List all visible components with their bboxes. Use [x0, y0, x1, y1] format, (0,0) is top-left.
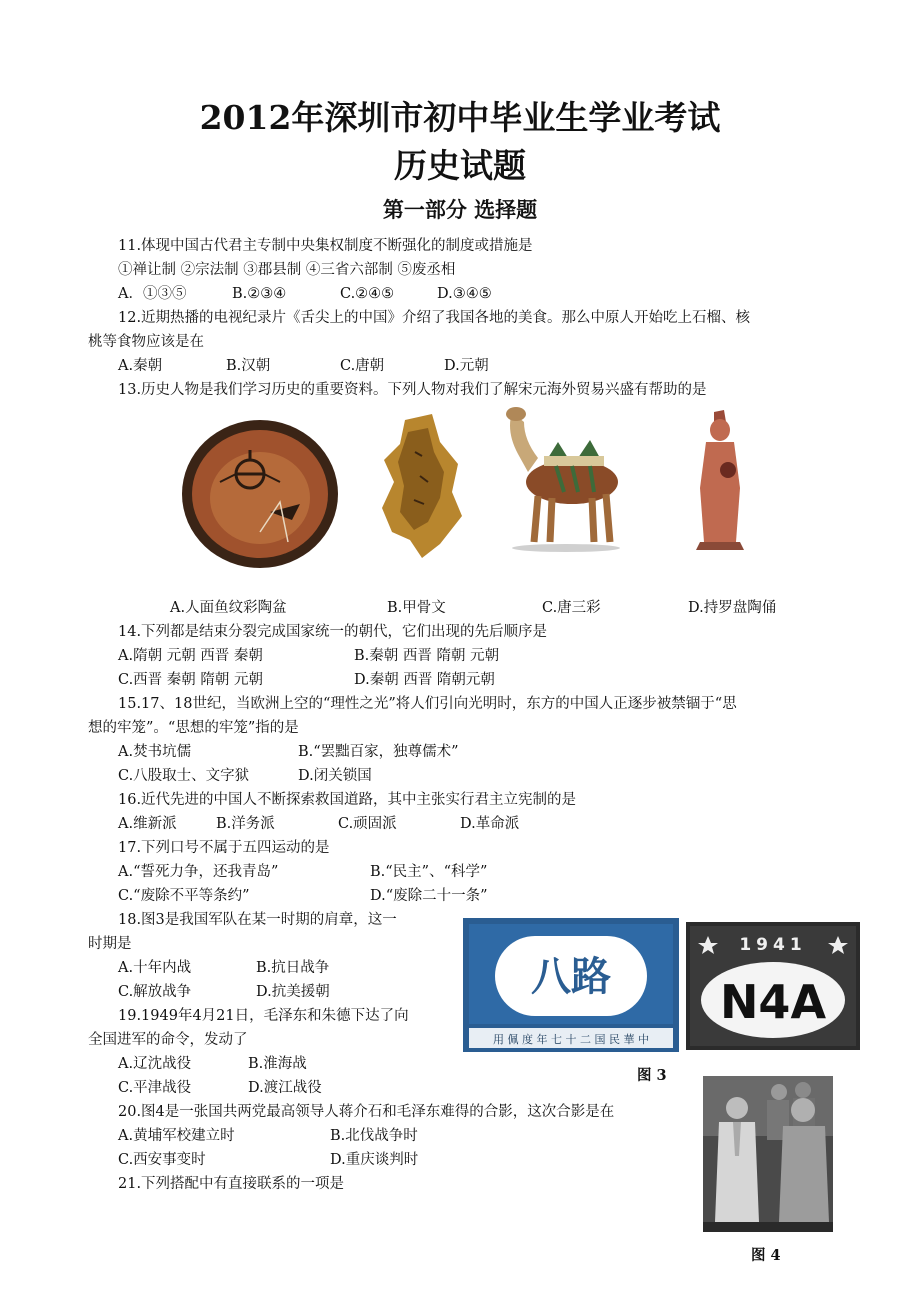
- q12-stem-line1: 12.近期热播的电视纪录片《舌尖上的中国》介绍了我国各地的美食。那么中原人开始吃上石榴、核: [118, 310, 751, 326]
- q16-option-c: C.顽固派: [338, 816, 397, 832]
- q19-option-b: B.淮海战: [248, 1056, 307, 1072]
- badge2-text: N4A: [719, 975, 827, 1029]
- q20-option-d: D.重庆谈判时: [330, 1152, 419, 1168]
- q11-option-b: B.②③④: [232, 286, 287, 302]
- q13-stem: 13.历史人物是我们学习历史的重要资料。下列人物对我们了解宋元海外贸易兴盛有帮助的是: [118, 382, 707, 398]
- compass-figurine-image: [690, 408, 750, 552]
- q17-option-b: B.“民主”、“科学”: [370, 864, 488, 880]
- q16-option-b: B.洋务派: [216, 816, 275, 832]
- q12-option-d: D.元朝: [444, 358, 489, 374]
- q11-option-a: A．①③⑤: [118, 286, 187, 302]
- q14-option-a: A.隋朝 元朝 西晋 秦朝: [118, 648, 263, 664]
- q11-option-c: C.②④⑤: [340, 286, 395, 302]
- q21-stem: 21.下列搭配中有直接联系的一项是: [118, 1176, 345, 1192]
- q15-stem-line2: 想的牢笼”。“思想的牢笼”指的是: [88, 720, 299, 736]
- oracle-bone-image: [370, 412, 470, 562]
- q17-option-c: C.“废除不平等条约”: [118, 888, 250, 904]
- q18-option-c: C.解放战争: [118, 984, 192, 1000]
- q13-option-b: B.甲骨文: [387, 600, 446, 616]
- chiang-mao-photo-image: [703, 1076, 833, 1232]
- subject-title: 历史试题: [394, 146, 526, 185]
- q15-option-a: A.焚书坑儒: [118, 744, 192, 760]
- q17-option-a: A.“誓死力争，还我青岛”: [118, 864, 279, 880]
- q15-option-b: B.“罢黜百家，独尊儒术”: [298, 744, 459, 760]
- q13-option-a: A.人面鱼纹彩陶盆: [170, 600, 287, 616]
- q15-stem-line1: 15.17、18世纪，当欧洲上空的“理性之光”将人们引向光明时，东方的中国人正逐步被禁锢于“思: [118, 696, 737, 712]
- q18-stem-line1: 18.图3是我国军队在某一时期的肩章，这一: [118, 912, 397, 928]
- q17-stem: 17.下列口号不属于五四运动的是: [118, 840, 330, 856]
- q16-option-d: D.革命派: [460, 816, 520, 832]
- q11-items: ①禅让制 ②宗法制 ③郡县制 ④三省六部制 ⑤废丞相: [118, 262, 456, 278]
- q11-stem: 11.体现中国古代君主专制中央集权制度不断强化的制度或措施是: [118, 238, 533, 254]
- q18-option-b: B.抗日战争: [256, 960, 330, 976]
- q14-option-c: C.西晋 秦朝 隋朝 元朝: [118, 672, 264, 688]
- q20-option-b: B.北伐战争时: [330, 1128, 418, 1144]
- q11-option-d: D.③④⑤: [437, 286, 492, 302]
- q15-option-c: C.八股取士、文字狱: [118, 768, 250, 784]
- q13-option-d: D.持罗盘陶俑: [688, 600, 777, 616]
- q15-option-d: D.闭关锁国: [298, 768, 372, 784]
- q14-option-b: B.秦朝 西晋 隋朝 元朝: [354, 648, 500, 664]
- q19-option-c: C.平津战役: [118, 1080, 192, 1096]
- q13-option-c: C.唐三彩: [542, 600, 601, 616]
- figure-4-caption: 图 4: [751, 1247, 781, 1264]
- q19-stem-line2: 全国进军的命令，发动了: [88, 1032, 248, 1048]
- q18-option-d: D.抗美援朝: [256, 984, 330, 1000]
- badge2-year: 1941: [739, 935, 807, 955]
- section-title: 第一部分 选择题: [382, 197, 538, 222]
- q19-option-d: D.渡江战役: [248, 1080, 322, 1096]
- eighth-route-army-badge-image: [463, 918, 679, 1052]
- q12-option-c: C.唐朝: [340, 358, 385, 374]
- q19-stem-line1: 19.1949年4月21日，毛泽东和朱德下达了向: [118, 1008, 409, 1024]
- q12-option-a: A.秦朝: [118, 358, 163, 374]
- q12-stem-line2: 桃等食物应该是在: [88, 334, 204, 350]
- exam-title: 2012年深圳市初中毕业生学业考试: [199, 98, 721, 137]
- q18-option-a: A.十年内战: [118, 960, 192, 976]
- q16-option-a: A.维新派: [118, 816, 177, 832]
- q16-stem: 16.近代先进的中国人不断探索救国道路，其中主张实行君主立宪制的是: [118, 792, 577, 808]
- q19-option-a: A.辽沈战役: [118, 1056, 192, 1072]
- q17-option-d: D.“废除二十一条”: [370, 888, 488, 904]
- figure-3-caption: 图 3: [637, 1067, 667, 1084]
- tang-sancai-camel-image: [498, 402, 628, 552]
- badge1-footer: 用 佩 度 年 七 十 二 国 民 華 中: [493, 1033, 649, 1046]
- q20-stem: 20.图4是一张国共两党最高领导人蒋介石和毛泽东难得的合影，这次合影是在: [118, 1104, 615, 1120]
- new-fourth-army-badge-image: [686, 922, 860, 1050]
- q14-option-d: D.秦朝 西晋 隋朝元朝: [354, 672, 495, 688]
- q20-option-a: A.黄埔军校建立时: [118, 1128, 235, 1144]
- q14-stem: 14.下列都是结束分裂完成国家统一的朝代，它们出现的先后顺序是: [118, 624, 548, 640]
- q12-option-b: B.汉朝: [226, 358, 271, 374]
- painted-pottery-basin-image: [180, 412, 340, 572]
- q18-stem-line2: 时期是: [88, 936, 132, 952]
- q20-option-c: C.西安事变时: [118, 1152, 206, 1168]
- badge1-text: 八路: [531, 953, 611, 1000]
